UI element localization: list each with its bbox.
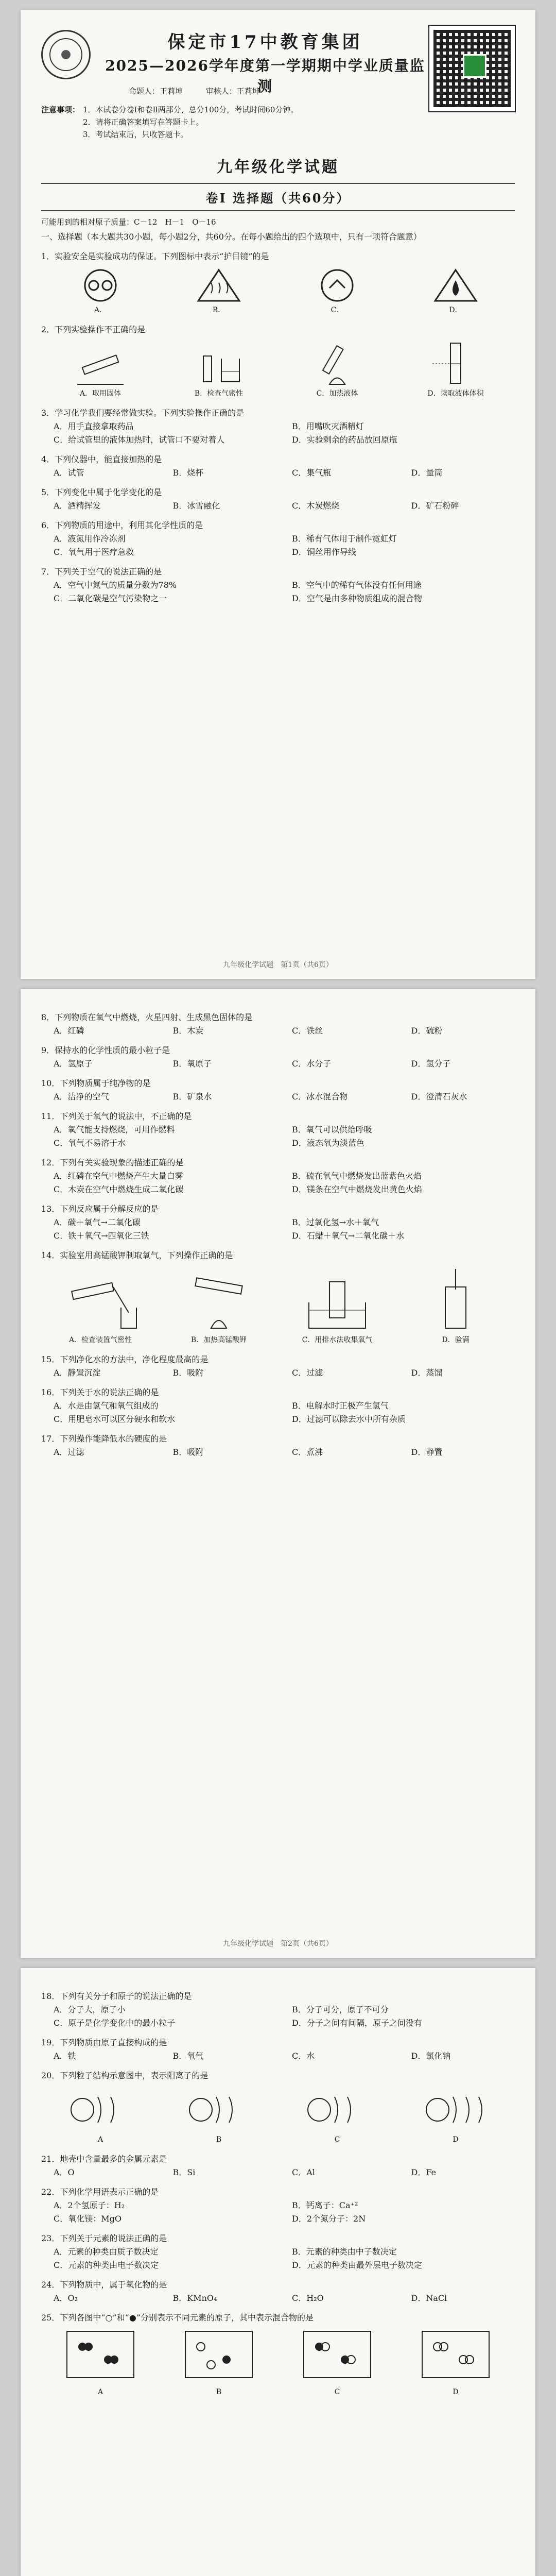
- option: A．氢原子: [54, 1059, 93, 1069]
- option: C．元素的种类由电子数决定: [54, 2260, 159, 2270]
- question-18: [41, 1990, 515, 2030]
- question-stem: 5．下列变化中属于化学变化的是: [41, 487, 162, 497]
- reviewer: 审核人：王莉坤: [205, 87, 260, 96]
- option: B．元素的种类由中子数决定: [292, 2247, 397, 2257]
- option: C．氧气用于医疗急救: [54, 547, 134, 557]
- figure-label: C: [334, 2136, 340, 2144]
- option: A．洁净的空气: [54, 1092, 109, 1101]
- option-text: D．读取液体体积: [427, 389, 484, 398]
- question-23: [41, 2232, 515, 2272]
- question-7: [41, 565, 515, 605]
- figure-option: [180, 2087, 257, 2146]
- options: [41, 1216, 515, 1243]
- question-stem: 2．下列实验操作不正确的是: [41, 325, 146, 334]
- question-13: [41, 1202, 515, 1243]
- question-stem: 24．下列物质中，属于氧化物的是: [41, 2280, 167, 2290]
- question-stem: 21．地壳中含量最多的金属元素是: [41, 2154, 167, 2164]
- option: C．冰水混合物: [292, 1092, 348, 1101]
- notice-label: 注意事项：: [41, 105, 80, 114]
- option-text: C．加热液体: [316, 389, 358, 398]
- option: C．煮沸: [292, 1447, 323, 1457]
- question-stem: 6．下列物质的用途中，利用其化学性质的是: [41, 520, 203, 530]
- option: B．吸附: [172, 1368, 204, 1378]
- figure-option: [417, 1266, 494, 1347]
- question-stem: 8．下列物质在氧气中燃烧，火星四射、生成黑色固体的是: [41, 1012, 253, 1022]
- option: D．液态氧为淡蓝色: [292, 1138, 364, 1148]
- question-14: [41, 1249, 515, 1347]
- options: [41, 579, 515, 605]
- alcohol-lamp-icon: [309, 341, 366, 387]
- option-text: C．用排水法收集氧气: [302, 1336, 373, 1344]
- option: B．氧气: [172, 2051, 204, 2061]
- notice-item: 3．考试结束后，只收答题卡。: [83, 130, 188, 139]
- option: C．木炭燃烧: [292, 501, 340, 511]
- option: B．空气中的稀有气体没有任何用途: [292, 580, 422, 590]
- question-stem: 25．下列各图中“○”和“●”分别表示不同元素的原子，其中表示混合物的是: [41, 2313, 314, 2323]
- proposer: 命题人：王莉坤: [129, 87, 183, 96]
- question-stem: 13．下列反应属于分解反应的是: [41, 1204, 159, 1214]
- figure-option: [72, 341, 129, 400]
- question-1: [41, 250, 515, 317]
- option: C．给试管里的液体加热时，试管口不要对着人: [54, 435, 225, 445]
- q20-figures: [41, 2087, 515, 2146]
- school-logo: [41, 30, 91, 79]
- page-footer: 九年级化学试题 第2页（共6页）: [223, 1940, 333, 1948]
- page-1-content: [41, 26, 515, 948]
- particle-box-icon: [62, 2329, 139, 2385]
- option: D．石蜡＋氧气→二氧化碳＋水: [292, 1231, 405, 1241]
- option-text: A．取用固体: [79, 389, 121, 398]
- options: [41, 466, 515, 480]
- question-5: [41, 486, 515, 513]
- atom-structure-icon: [299, 2087, 376, 2133]
- exam-name: 2025—2026学年度第一学期期中学业质量监测: [105, 57, 425, 95]
- options: [41, 1057, 515, 1071]
- figure-label: A: [97, 2388, 103, 2396]
- question-stem: 10．下列物质属于纯净物的是: [41, 1078, 151, 1088]
- option: D．蒸馏: [411, 1368, 443, 1378]
- option: B．钙离子：Ca⁺²: [292, 2200, 358, 2210]
- question-24: [41, 2278, 515, 2305]
- figure-option: [314, 267, 360, 317]
- question-6: [41, 519, 515, 559]
- page-3-content: [41, 1984, 515, 2576]
- graduated-cylinder-icon: [427, 341, 484, 387]
- option: D．硫粉: [411, 1026, 443, 1036]
- figure-option: [196, 267, 242, 317]
- options: [41, 499, 515, 513]
- hot-surface-icon: [196, 267, 242, 303]
- option: D．分子之间有间隔，原子之间没有: [292, 2018, 422, 2028]
- question-20: [41, 2069, 515, 2146]
- option: B．用嘴吹灭酒精灯: [292, 421, 364, 431]
- option: D．实验剩余的药品放回原瓶: [292, 435, 397, 445]
- option: C．铁丝: [292, 1026, 323, 1036]
- option: B．吸附: [172, 1447, 204, 1457]
- figure-option: [309, 341, 366, 400]
- figure-option: [180, 1266, 257, 1347]
- option: D．Fe: [411, 2167, 437, 2177]
- option: D．静置: [411, 1447, 443, 1457]
- q1-figures: [41, 267, 515, 317]
- question-stem: 14．实验室用高锰酸钾制取氧气，下列操作正确的是: [41, 1250, 233, 1260]
- options: [41, 1170, 515, 1196]
- option-text: B．检查气密性: [194, 389, 244, 398]
- logo-emblem: [49, 38, 82, 71]
- option: C．用肥皂水可以区分硬水和软水: [54, 1414, 176, 1424]
- figure-option: [62, 2329, 139, 2399]
- question-stem: 15．下列净化水的方法中，净化程度最高的是: [41, 1354, 208, 1364]
- question-8: [41, 1011, 515, 1038]
- question-stem: 9．保持水的化学性质的最小粒子是: [41, 1045, 170, 1055]
- page-1: [21, 10, 535, 979]
- option: C．Al: [292, 2167, 315, 2177]
- option: A．用手直接拿取药品: [54, 421, 134, 431]
- question-stem: 17．下列操作能降低水的硬度的是: [41, 1434, 167, 1444]
- option: B．硫在氧气中燃烧发出蓝紫色火焰: [292, 1171, 422, 1181]
- option: A．试管: [54, 468, 84, 478]
- question-11: [41, 1110, 515, 1150]
- option: D．过滤可以除去水中所有杂质: [292, 1414, 406, 1424]
- option: B．Si: [172, 2167, 196, 2177]
- option: D．氢分子: [411, 1059, 451, 1069]
- option: C．氧化镁：MgO: [54, 2214, 121, 2224]
- figure-option: [62, 1266, 139, 1347]
- question-stem: 7．下列关于空气的说法正确的是: [41, 567, 162, 577]
- option: A．氧气能支持燃烧，可用作燃料: [54, 1125, 175, 1134]
- option: A．红磷: [54, 1026, 84, 1036]
- option: B．氧气可以供给呼吸: [292, 1125, 372, 1134]
- option: A．元素的种类由质子数决定: [54, 2247, 159, 2257]
- figure-option: [190, 341, 247, 400]
- question-stem: 12．下列有关实验现象的描述正确的是: [41, 1158, 184, 1167]
- atom-structure-icon: [62, 2087, 139, 2133]
- question-stem: 11．下列关于氧气的说法中，不正确的是: [41, 1111, 192, 1121]
- question-16: [41, 1386, 515, 1426]
- option: C．原子是化学变化中的最小粒子: [54, 2018, 176, 2028]
- option: A．酒精挥发: [54, 501, 101, 511]
- figure-option: [77, 267, 124, 317]
- options: [41, 1446, 515, 1459]
- notice-item: 2．请将正确答案填写在答题卡上。: [83, 117, 204, 127]
- option: A．液氮用作冷冻剂: [54, 534, 126, 544]
- option: A．2个氢原子：H₂: [54, 2200, 125, 2210]
- question-3: [41, 406, 515, 447]
- particle-box-icon: [417, 2329, 494, 2385]
- options: [41, 1399, 515, 1426]
- option: A．静置沉淀: [54, 1368, 101, 1378]
- option: D．澄清石灰水: [411, 1092, 467, 1101]
- flame-icon: [432, 267, 479, 303]
- option: B．分子可分，原子不可分: [292, 2005, 389, 2014]
- option: A．过滤: [54, 1447, 84, 1457]
- notice-item: 1．本试卷分卷Ⅰ和卷Ⅱ两部分，总分100分，考试时间60分钟。: [83, 105, 299, 114]
- question-stem: 23．下列关于元素的说法正确的是: [41, 2233, 167, 2243]
- wash-hands-icon: [314, 267, 360, 303]
- goggles-icon: [77, 267, 124, 303]
- figure-option: [427, 341, 484, 400]
- option: D．镁条在空气中燃烧发出黄色火焰: [292, 1184, 422, 1194]
- gas-setup-icon: [62, 1266, 139, 1333]
- question-12: [41, 1156, 515, 1196]
- option: C．铁＋氧气→四氧化三铁: [54, 1231, 149, 1241]
- figure-option: [299, 1266, 376, 1347]
- option: D．铜丝用作导线: [292, 547, 356, 557]
- group-name: 保定市17中教育集团: [167, 32, 363, 53]
- option: C．过滤: [292, 1368, 323, 1378]
- option: B．烧杯: [172, 468, 204, 478]
- question-stem: 16．下列关于水的说法正确的是: [41, 1387, 159, 1397]
- figure-option: [299, 2087, 376, 2146]
- question-25: [41, 2311, 515, 2399]
- option: A．O₂: [54, 2293, 78, 2303]
- option: C．H₂O: [292, 2293, 324, 2303]
- page-3: [21, 1968, 535, 2576]
- particle-box-icon: [180, 2329, 257, 2385]
- option: D．2个氮分子：2N: [292, 2214, 366, 2224]
- beaker-icon: [190, 341, 247, 387]
- question-stem: 18．下列有关分子和原子的说法正确的是: [41, 1991, 192, 2001]
- option: D．元素的种类由最外层电子数决定: [292, 2260, 422, 2270]
- figure-label: A: [97, 2136, 103, 2144]
- atom-structure-icon: [180, 2087, 257, 2133]
- page-2: [21, 989, 535, 1958]
- heating-icon: [180, 1266, 257, 1333]
- figure-option: [417, 2329, 494, 2399]
- option: D．空气是由多种物质组成的混合物: [292, 594, 422, 603]
- figure-label: A．: [94, 306, 107, 314]
- subject-title: 九年级化学试题: [217, 158, 339, 176]
- option: A．红磷在空气中燃烧产生大量白雾: [54, 1171, 183, 1181]
- options: [41, 2166, 515, 2179]
- figure-label: C．: [331, 306, 344, 314]
- option: D．量筒: [411, 468, 443, 478]
- figure-option: [417, 2087, 494, 2146]
- question-17: [41, 1432, 515, 1459]
- page-footer: 九年级化学试题 第1页（共6页）: [223, 961, 333, 969]
- option-text: B．加热高锰酸钾: [190, 1336, 247, 1344]
- particle-box-icon: [299, 2329, 376, 2385]
- options: [41, 2292, 515, 2305]
- question-15: [41, 1353, 515, 1380]
- option: A．水是由氢气和氧气组成的: [54, 1401, 159, 1411]
- option: D．NaCl: [411, 2293, 447, 2303]
- option: B．矿泉水: [172, 1092, 212, 1101]
- figure-option: [62, 2087, 139, 2146]
- option: B．氧原子: [172, 1059, 212, 1069]
- q2-figures: [41, 341, 515, 400]
- option: B．稀有气体用于制作霓虹灯: [292, 534, 397, 544]
- figure-label: D: [453, 2136, 459, 2144]
- option: D．氯化钠: [411, 2051, 451, 2061]
- option: C．水: [292, 2051, 315, 2061]
- option: B．KMnO₄: [172, 2293, 217, 2303]
- question-stem: 22．下列化学用语表示正确的是: [41, 2187, 159, 2197]
- options: [41, 1366, 515, 1380]
- question-19: [41, 2036, 515, 2063]
- option: A．O: [54, 2167, 75, 2177]
- figure-option: [299, 2329, 376, 2399]
- option: C．集气瓶: [292, 468, 332, 478]
- options: [41, 2245, 515, 2272]
- section-1-title: 卷Ⅰ 选择题（共60分）: [41, 183, 515, 211]
- option: B．过氧化氢→水＋氧气: [292, 1217, 379, 1227]
- question-10: [41, 1077, 515, 1104]
- question-stem: 4．下列仪器中，能直接加热的是: [41, 454, 162, 464]
- atomic-masses: 可能用到的相对原子质量：C－12 H－1 O－16: [41, 217, 216, 227]
- options: [41, 2049, 515, 2063]
- q14-figures: [41, 1266, 515, 1347]
- option: A．碳＋氧气→二氧化碳: [54, 1217, 141, 1227]
- option: A．铁: [54, 2051, 76, 2061]
- option: B．木炭: [172, 1026, 204, 1036]
- options: [41, 2003, 515, 2030]
- question-stem: 3．学习化学我们要经常做实验。下列实验操作正确的是: [41, 408, 245, 418]
- notice-list: [83, 104, 298, 141]
- q25-figures: [41, 2329, 515, 2399]
- options: [41, 2199, 515, 2226]
- water-collection-icon: [299, 1266, 376, 1333]
- figure-label: D: [453, 2388, 459, 2396]
- question-stem: 20．下列粒子结构示意图中，表示阳离子的是: [41, 2071, 208, 2080]
- option: C．氧气不易溶于水: [54, 1138, 126, 1148]
- figure-option: [432, 267, 479, 317]
- options: [41, 1090, 515, 1104]
- option: B．冰雪融化: [172, 501, 220, 511]
- atom-structure-icon: [417, 2087, 494, 2133]
- option: C．水分子: [292, 1059, 332, 1069]
- question-9: [41, 1044, 515, 1071]
- options: [41, 1024, 515, 1038]
- question-22: [41, 2185, 515, 2226]
- test-tube-icon: [72, 341, 129, 387]
- figure-label: C: [334, 2388, 340, 2396]
- question-stem: 1．实验安全是实验成功的保证。下列图标中表示“护目镜”的是: [41, 251, 269, 261]
- page-2-content: [41, 1005, 515, 1927]
- options: [41, 532, 515, 559]
- option: B．电解水时正极产生氢气: [292, 1401, 389, 1411]
- question-stem: 19．下列物质由原子直接构成的是: [41, 2038, 167, 2047]
- option: C．木炭在空气中燃烧生成二氧化碳: [54, 1184, 184, 1194]
- question-21: [41, 2153, 515, 2179]
- section-1-instruction: 一、选择题（本大题共30小题，每小题2分，共60分。在每小题给出的四个选项中，只有一项符合题意）: [41, 232, 422, 242]
- figure-option: [180, 2329, 257, 2399]
- question-4: [41, 453, 515, 480]
- qr-center-logo: [463, 54, 486, 78]
- option: A．空气中氮气的质量分数为78%: [54, 580, 177, 590]
- option: C．二氧化碳是空气污染物之一: [54, 594, 167, 603]
- figure-label: B: [216, 2136, 222, 2144]
- options: [41, 1123, 515, 1150]
- option-text: A．检查装置气密性: [68, 1336, 132, 1344]
- figure-label: B: [216, 2388, 222, 2396]
- question-2: [41, 323, 515, 400]
- figure-label: B．: [212, 306, 225, 314]
- option: D．矿石粉碎: [411, 501, 459, 511]
- option-text: D．验满: [442, 1336, 470, 1344]
- options: [41, 420, 515, 447]
- option: A．分子大，原子小: [54, 2005, 126, 2014]
- figure-label: D．: [449, 306, 462, 314]
- test-full-icon: [417, 1266, 494, 1333]
